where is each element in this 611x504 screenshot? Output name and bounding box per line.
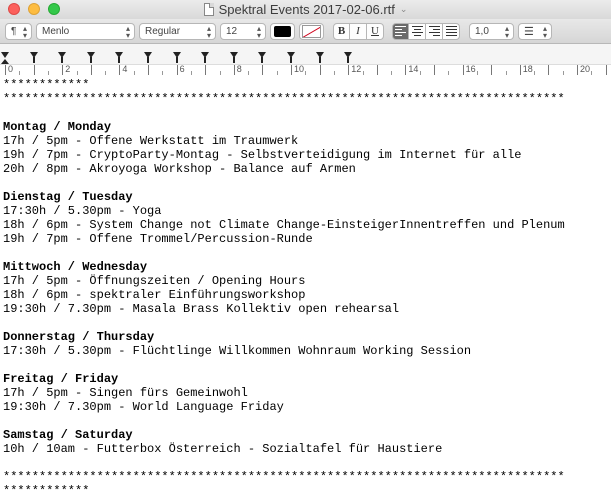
align-left-icon	[395, 26, 406, 36]
align-justify-icon	[446, 26, 457, 36]
font-size-value: 12	[226, 25, 238, 37]
top-rule-long: ******************************************************************************	[3, 92, 565, 106]
ruler-tick	[91, 65, 92, 75]
underline-button[interactable]: U	[367, 23, 384, 40]
ruler-number: 8	[236, 64, 242, 74]
document-icon	[204, 3, 214, 16]
ruler-number: 4	[122, 64, 128, 74]
tab-stop-marker[interactable]	[173, 52, 181, 58]
document-body[interactable]	[0, 75, 611, 504]
tab-stop-marker[interactable]	[115, 52, 123, 58]
event-line: 20h / 8pm - Akroyoga Workshop - Balance auf Armen	[3, 162, 356, 176]
tab-stop-marker[interactable]	[316, 52, 324, 58]
event-line: 17:30h / 5.30pm - Flüchtlinge Willkommen Wohnraum Working Session	[3, 344, 472, 358]
tab-stop-marker[interactable]	[201, 52, 209, 58]
blank-line	[3, 106, 611, 120]
popup-arrows-icon: ▴ ▾	[206, 23, 211, 40]
first-line-indent-marker[interactable]	[1, 52, 9, 58]
align-right-icon	[429, 26, 440, 36]
ruler-tick	[348, 65, 349, 75]
paragraph-style-popup[interactable]	[5, 23, 32, 40]
ruler-number: 10	[294, 64, 305, 74]
event-line: 17h / 5pm - Singen fürs Gemeinwohl	[3, 386, 248, 400]
alignment-group	[392, 23, 460, 40]
ruler-number: 18	[522, 64, 533, 74]
blank-line	[3, 246, 611, 260]
minimize-window-button[interactable]	[28, 3, 40, 15]
window-title-area[interactable]	[204, 2, 408, 17]
tab-stop-marker[interactable]	[87, 52, 95, 58]
event-sections	[3, 106, 611, 470]
popup-arrows-icon: ▴ ▾	[22, 23, 27, 40]
tab-stop-marker[interactable]	[230, 52, 238, 58]
ruler-tick	[491, 65, 492, 75]
stepper-arrows-icon: ▴ ▾	[256, 23, 261, 40]
blank-line	[3, 358, 611, 372]
day-heading: Montag / Monday	[3, 120, 112, 134]
event-line: 17:30h / 5.30pm - Yoga	[3, 204, 162, 218]
align-center-icon	[412, 26, 423, 36]
blank-line	[3, 456, 611, 470]
font-style-popup[interactable]	[139, 23, 216, 40]
font-style-value: Regular	[145, 25, 181, 37]
font-size-field[interactable]	[220, 23, 266, 40]
text-color-well[interactable]	[270, 23, 295, 40]
ruler-tick	[262, 65, 263, 75]
bottom-rule-short: ************	[3, 484, 90, 498]
window-title: Spektral Events 2017-02-06.rtf	[218, 2, 395, 17]
ruler-number: 14	[408, 64, 419, 74]
italic-button[interactable]: I	[350, 23, 367, 40]
ruler-tick	[5, 65, 6, 75]
day-heading: Freitag / Friday	[3, 372, 119, 386]
title-bar	[0, 0, 611, 19]
event-line: 17h / 5pm - Offene Werkstatt im Traumwerk	[3, 134, 299, 148]
blank-line	[3, 176, 611, 190]
align-center-button[interactable]	[409, 23, 426, 40]
ruler-tick	[62, 65, 63, 75]
ruler-tick	[405, 65, 406, 75]
window-controls	[8, 3, 60, 15]
ruler-tick	[520, 65, 521, 75]
ruler-tick	[577, 65, 578, 75]
line-spacing-popup[interactable]	[469, 23, 514, 40]
ruler-number: 12	[351, 64, 362, 74]
day-heading: Donnerstag / Thursday	[3, 330, 155, 344]
event-line: 19:30h / 7.30pm - Masala Brass Kollektiv open rehearsal	[3, 302, 400, 316]
event-line: 19:30h / 7.30pm - World Language Friday	[3, 400, 284, 414]
list-bullets-popup[interactable]	[518, 23, 552, 40]
ruler-number: 0	[8, 64, 14, 74]
blank-line	[3, 316, 611, 330]
ruler-number: 2	[65, 64, 71, 74]
popup-arrows-icon: ▴ ▾	[542, 23, 547, 40]
day-heading: Samstag / Saturday	[3, 428, 133, 442]
zoom-window-button[interactable]	[48, 3, 60, 15]
close-window-button[interactable]	[8, 3, 20, 15]
list-icon: ☰	[524, 25, 534, 38]
highlight-color-well[interactable]	[299, 23, 324, 40]
no-highlight-swatch	[302, 25, 321, 38]
event-line: 18h / 6pm - System Change not Climate Change-EinsteigerInnentreffen und Plenum	[3, 218, 565, 232]
ruler-number: 6	[179, 64, 185, 74]
tab-stop-marker[interactable]	[287, 52, 295, 58]
day-heading: Mittwoch / Wednesday	[3, 260, 148, 274]
text-color-swatch	[274, 26, 291, 37]
chevron-down-icon[interactable]: ⌄	[399, 4, 408, 14]
font-trait-group	[333, 23, 384, 40]
font-family-popup[interactable]	[36, 23, 135, 40]
format-toolbar	[0, 19, 611, 44]
event-line: 18h / 6pm - spektraler Einführungsworkshop	[3, 288, 306, 302]
tab-stop-marker[interactable]	[30, 52, 38, 58]
ruler-tick	[548, 65, 549, 75]
paragraph-icon: ¶	[11, 25, 17, 37]
ruler-scale	[0, 64, 611, 74]
ruler-tick	[463, 65, 464, 75]
font-family-value: Menlo	[42, 25, 70, 37]
ruler[interactable]	[0, 44, 611, 74]
bottom-rule-long: ******************************************************************************	[3, 470, 565, 484]
popup-arrows-icon: ▴ ▾	[504, 23, 509, 40]
tab-stop-marker[interactable]	[144, 52, 152, 58]
event-line: 17h / 5pm - Öffnungszeiten / Opening Hours	[3, 274, 306, 288]
ruler-tick	[177, 65, 178, 75]
tab-stop-marker[interactable]	[258, 52, 266, 58]
ruler-number: 16	[465, 64, 476, 74]
ruler-tick	[434, 65, 435, 75]
ruler-tick	[119, 65, 120, 75]
top-rule-short: ************	[3, 78, 90, 92]
blank-line	[3, 414, 611, 428]
align-justify-button[interactable]	[443, 23, 460, 40]
event-line: 19h / 7pm - Offene Trommel/Percussion-Runde	[3, 232, 313, 246]
align-right-button[interactable]	[426, 23, 443, 40]
ruler-tick	[606, 65, 607, 75]
ruler-tick	[377, 65, 378, 75]
ruler-tick	[291, 65, 292, 75]
line-spacing-value: 1,0	[475, 25, 489, 37]
ruler-tick	[148, 65, 149, 75]
align-left-button[interactable]	[392, 23, 409, 40]
ruler-tick	[320, 65, 321, 75]
ruler-tick	[205, 65, 206, 75]
ruler-number: 20	[580, 64, 591, 74]
ruler-tick	[34, 65, 35, 75]
bold-button[interactable]: B	[333, 23, 350, 40]
day-heading: Dienstag / Tuesday	[3, 190, 133, 204]
event-line: 10h / 10am - Futterbox Österreich - Sozialtafel für Haustiere	[3, 442, 443, 456]
tab-stop-marker[interactable]	[58, 52, 66, 58]
popup-arrows-icon: ▴ ▾	[125, 23, 130, 40]
ruler-tick	[234, 65, 235, 75]
tab-stop-marker[interactable]	[344, 52, 352, 58]
event-line: 19h / 7pm - CryptoParty-Montag - Selbstverteidigung im Internet für alle	[3, 148, 522, 162]
